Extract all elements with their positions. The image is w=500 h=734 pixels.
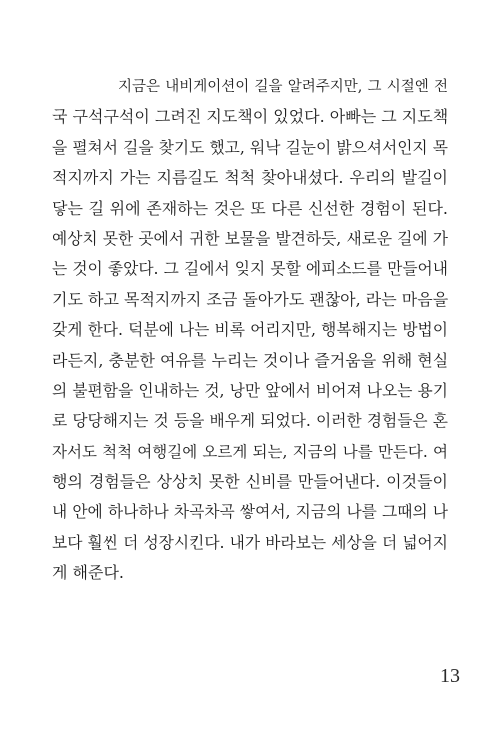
text-line: 는 것이 좋았다. 그 길에서 잊지 못할 에피소드를 만들어내 [52,259,448,279]
text-line: 지금은 내비게이션이 길을 알려주지만, 그 시절엔 전 [118,79,448,95]
text-line: 의 불편함을 인내하는 것, 낭만 앞에서 비어져 나오는 용기 [52,380,448,400]
body-paragraph [52,72,448,589]
text-line: 을 펼쳐서 길을 찾기도 했고, 워낙 길눈이 밝으셔서인지 목 [52,137,448,157]
text-line: 예상치 못한 곳에서 귀한 보물을 발견하듯, 새로운 길에 가 [52,228,448,248]
text-line: 갖게 한다. 덕분에 나는 비록 어리지만, 행복해지는 방법이 [52,320,448,340]
text-line: 자서도 척척 여행길에 오르게 되는, 지금의 나를 만든다. 여 [52,442,448,461]
text-line: 닿는 길 위에 존재하는 것은 또 다른 신선한 경험이 된다. [52,198,448,218]
text-line: 내 안에 하나하나 차곡차곡 쌓여서, 지금의 나를 그때의 나 [52,502,448,522]
text-line: 적지까지 가는 지름길도 척척 찾아내셨다. 우리의 발길이 [52,168,448,188]
text-line: 행의 경험들은 상상치 못한 신비를 만들어낸다. 이것들이 [52,472,448,492]
text-line: 기도 하고 목적지까지 조금 돌아가도 괜찮아, 라는 마음을 [52,289,448,309]
text-line: 라든지, 충분한 여유를 누리는 것이나 즐거움을 위해 현실 [52,350,448,370]
text-line: 국 구석구석이 그려진 지도책이 있었다. 아빠는 그 지도책 [52,107,448,127]
text-line: 게 해준다. [52,563,124,583]
page-number: 13 [440,665,460,687]
text-line: 보다 훨씬 더 성장시킨다. 내가 바라보는 세상을 더 넓어지 [52,532,448,552]
text-line: 로 당당해지는 것 등을 배우게 되었다. 이러한 경험들은 혼 [52,411,448,431]
